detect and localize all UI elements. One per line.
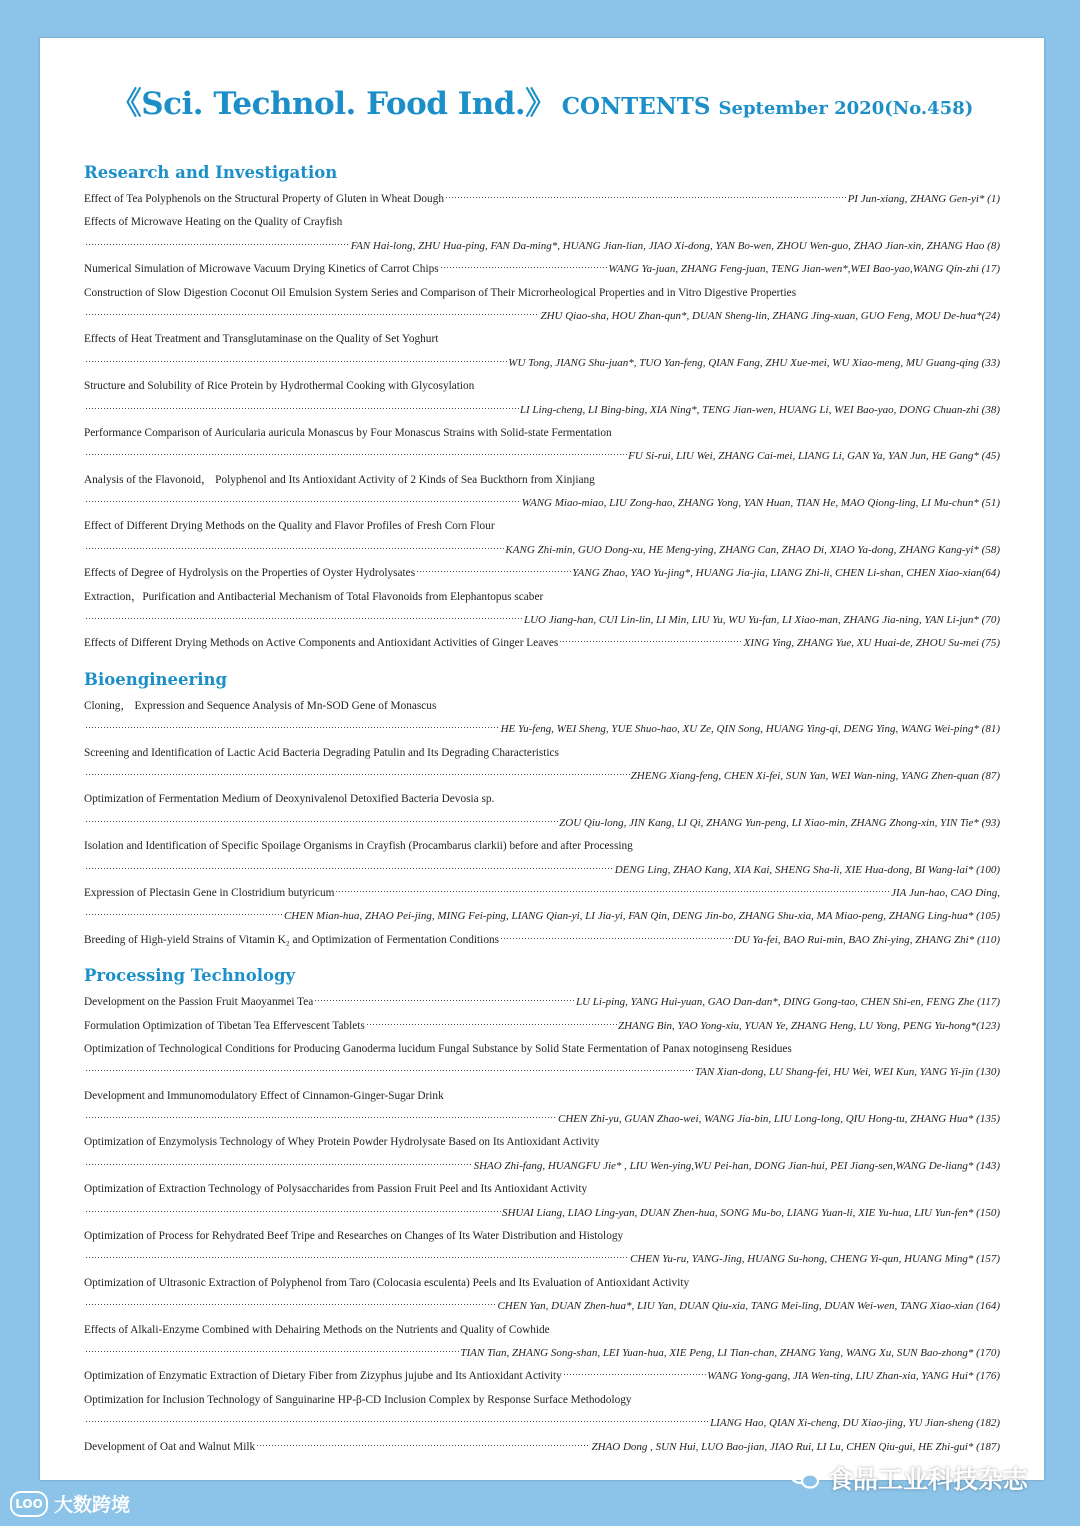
article-title: Extraction，Purification and Antibacterial Mechanism of Total Flavonoids from Elephantopus scaber (84, 590, 544, 603)
toc-entry-line (84, 1248, 1000, 1271)
article-title: Optimization of Technological Conditions for Producing Ganoderma lucidum Fungal Substance by Solid State Fermentation of Panax notoginseng Residues (84, 1042, 792, 1055)
toc-entry-line (84, 1319, 1000, 1342)
toc-entry-line (84, 1436, 1000, 1459)
authors-page: TIAN Tian, ZHANG Song-shan, LEI Yuan-hua, XIE Peng, LI Tian-chan, ZHANG Yang, WANG Xu, SUN Bao-zhong* (170) (460, 1346, 1000, 1359)
authors-page: PI Jun-xiang, ZHANG Gen-yi* (1) (847, 193, 1000, 205)
dot-leader (85, 1295, 496, 1306)
authors-page: WANG Yong-gang, JIA Wen-ting, LIU Zhan-xia, YANG Hui* (176) (707, 1370, 1000, 1383)
toc-entry-line (84, 695, 1000, 718)
toc-entry-line (84, 1412, 1000, 1435)
article-title: Optimization of Ultrasonic Extraction of Polyphenol from Taro (Colocasia esculenta) Peels and Its Evaluation of Antioxidant Activity (84, 1276, 690, 1289)
toc-entry-line (84, 492, 1000, 515)
dot-leader (563, 1365, 706, 1376)
authors-page: DENG Ling, ZHAO Kang, XIA Kai, SHENG Sha-li, XIE Hua-dong, BI Wang-lai* (100) (614, 863, 1000, 876)
table-of-contents (84, 156, 1000, 1459)
dot-leader (445, 188, 847, 199)
article-title: Construction of Slow Digestion Coconut Oil Emulsion System Series and Comparison of Their Microrheological Properties and in Vitro Digestive Properties (84, 286, 797, 299)
toc-entry-line (84, 445, 1000, 468)
article-title: Effects of Different Drying Methods on Active Components and Antioxidant Activities of Ginger Leaves (84, 637, 559, 650)
toc-entry-line (84, 859, 1000, 882)
toc-entry-line (84, 1085, 1000, 1108)
authors-page: WU Tong, JIANG Shu-juan*, TUO Yan-feng, QIAN Fang, ZHU Xue-mei, WU Xiao-meng, MU Guang-qing (33) (508, 356, 1000, 369)
authors-page: ZHU Qiao-sha, HOU Zhan-qun*, DUAN Sheng-lin, ZHANG Jing-xuan, GUO Feng, MOU De-hua*(24) (540, 309, 1000, 322)
toc-entry-line (84, 1061, 1000, 1084)
authors-page: CHEN Yu-ru, YANG-Jing, HUANG Su-hong, CHENG Yi-qun, HUANG Ming* (157) (630, 1253, 1000, 1266)
dot-leader (85, 812, 558, 823)
article-title: Effects of Alkali-Enzyme Combined with Dehairing Methods on the Nutrients and Quality of Cowhide (84, 1323, 550, 1336)
dot-leader (85, 492, 521, 503)
authors-page: TAN Xian-dong, LU Shang-fei, HU Wei, WEI Kun, YANG Yi-jin (130) (694, 1066, 1000, 1079)
toc-entry-line (84, 188, 1000, 211)
authors-page: CHEN Yan, DUAN Zhen-hua*, LIU Yan, DUAN Qiu-xia, TANG Mei-ling, DUAN Wei-wen, TANG Xiao-xian (164) (497, 1300, 1000, 1313)
dot-leader (366, 1015, 617, 1026)
dot-leader (85, 539, 504, 550)
issue-date: September 2020(No.458) (718, 98, 974, 119)
dot-leader (314, 991, 575, 1002)
toc-entry-line (84, 328, 1000, 351)
dot-leader (85, 305, 539, 316)
authors-page: LU Li-ping, YANG Hui-yuan, GAO Dan-dan*, DING Gong-tao, CHEN Shi-en, FENG Zhe (117) (575, 996, 1000, 1009)
toc-entry-line (84, 1295, 1000, 1318)
dot-leader (85, 445, 627, 456)
section-title: Bioengineering (84, 669, 228, 689)
contents-heading: CONTENTS (561, 93, 711, 120)
watermark-right-text: 食品工业科技杂志 (828, 1465, 1029, 1494)
watermark-left (10, 1490, 130, 1517)
dot-leader (85, 718, 500, 729)
toc-entry-line (84, 352, 1000, 375)
dot-leader (85, 1061, 694, 1072)
article-title: Isolation and Identification of Specific Spoilage Organisms in Crayfish (Procambarus clarkii) before and after Processing (84, 840, 633, 853)
toc-entry-line (84, 562, 1000, 585)
toc-entry-line (84, 469, 1000, 492)
dot-leader (85, 765, 630, 776)
authors-page: LI Ling-cheng, LI Bing-bing, XIA Ning*, TENG Jian-wen, HUANG Li, WEI Bao-yao, DONG Chuan-zhi (38) (519, 403, 1000, 416)
dot-leader (559, 632, 742, 643)
toc-entry-line (84, 788, 1000, 811)
article-title: Development of Oat and Walnut Milk (84, 1440, 256, 1453)
toc-entry-line (84, 742, 1000, 765)
article-title: Optimization of Extraction Technology of Polysaccharides from Passion Fruit Peel and Its Antioxidant Activity (84, 1183, 588, 1196)
watermark-left-text: 大数跨境 (54, 1494, 131, 1516)
toc-entry-line (84, 586, 1000, 609)
dot-leader (85, 399, 519, 410)
toc-entry-line (84, 1202, 1000, 1225)
toc-entry-line (84, 1038, 1000, 1061)
dot-leader (85, 609, 523, 620)
toc-entry-line (84, 632, 1000, 655)
authors-page: WANG Miao-miao, LIU Zong-hao, ZHANG Yong, YAN Huan, TIAN He, MAO Qiong-ling, LI Mu-chun* (51) (521, 497, 1000, 510)
dot-leader (85, 1202, 501, 1213)
page-header (40, 78, 1044, 128)
contents-page (40, 38, 1044, 1480)
watermark-logo-icon: LOO (10, 1491, 48, 1517)
article-title: Effects of Heat Treatment and Transglutaminase on the Quality of Set Yoghurt (84, 333, 439, 346)
toc-entry-line (84, 515, 1000, 538)
toc-entry-line (84, 305, 1000, 328)
toc-entry-line (84, 991, 1000, 1014)
dot-leader (85, 1248, 629, 1259)
toc-entry-line (84, 1389, 1000, 1412)
toc-entry-line (84, 375, 1000, 398)
toc-entry-line (84, 1342, 1000, 1365)
toc-entry-line (84, 235, 1000, 258)
dot-leader (256, 1436, 590, 1447)
article-title: Breeding of High-yield Strains of Vitamin K₂ and Optimization of Fermentation Conditions (84, 933, 500, 946)
article-title: Development and Immunomodulatory Effect of Cinnamon-Ginger-Sugar Drink (84, 1089, 444, 1102)
article-title: Optimization of Enzymolysis Technology of Whey Protein Powder Hydrolysate Based on Its Antioxidant Activity (84, 1136, 600, 1149)
toc-entry-line (84, 882, 1000, 905)
section-title: Research and Investigation (84, 163, 338, 182)
authors-page: ZHANG Bin, YAO Yong-xiu, YUAN Ye, ZHANG Heng, LU Yong, PENG Yu-hong*(123) (617, 1019, 1000, 1032)
article-title: Effect of Different Drying Methods on the Quality and Flavor Profiles of Fresh Corn Flour (84, 520, 495, 533)
authors-page: CHEN Mian-hua, ZHAO Pei-jing, MING Fei-ping, LIANG Qian-yi, LI Jia-yi, FAN Qin, DENG Jin-bo, ZHANG Shu-xia, MA Miao-peng, ZHANG Ling-hua* (105) (283, 910, 1000, 923)
article-title: Performance Comparison of Auricularia auricula Monascus by Four Monascus Strains with Solid-state Fermentation (84, 426, 612, 439)
article-title: Cloning， Expression and Sequence Analysis of Mn-SOD Gene of Monascus (84, 699, 437, 712)
toc-entry-line (84, 1225, 1000, 1248)
toc-entry-line (84, 1178, 1000, 1201)
article-title: Optimization of Fermentation Medium of Deoxynivalenol Detoxified Bacteria Devosia sp. (84, 793, 495, 806)
toc-entry-line (84, 1131, 1000, 1154)
dot-leader (85, 859, 614, 870)
toc-entry-line (84, 1272, 1000, 1295)
article-title: Effects of Microwave Heating on the Quality of Crayfish (84, 216, 343, 229)
article-title: Development on the Passion Fruit Maoyanmei Tea (84, 996, 314, 1009)
article-title: Formulation Optimization of Tibetan Tea Effervescent Tablets (84, 1019, 365, 1032)
dot-leader (416, 562, 571, 573)
article-title: Effects of Degree of Hydrolysis on the Properties of Oyster Hydrolysates (84, 567, 416, 580)
article-title: Structure and Solubility of Rice Protein by Hydrothermal Cooking with Glycosylation (84, 380, 475, 393)
toc-entry-line (84, 282, 1000, 305)
toc-entry-line (84, 929, 1000, 952)
authors-page: JIA Jun-hao, CAO Ding, (891, 886, 1000, 899)
authors-page: KANG Zhi-min, GUO Dong-xu, HE Meng-ying, ZHANG Can, ZHAO Di, XIAO Ya-dong, ZHANG Kang-yi* (58) (505, 543, 1000, 556)
authors-page: SHUAI Liang, LIAO Ling-yan, DUAN Zhen-hua, SONG Mu-bo, LIANG Yuan-li, XIE Yu-hua, LIU Yun-fen* (150) (501, 1206, 1000, 1219)
dot-leader (85, 235, 350, 246)
authors-page: WANG Ya-juan, ZHANG Feng-juan, TENG Jian-wen*,WEI Bao-yao,WANG Qin-zhi (17) (608, 263, 1000, 276)
article-title: Effect of Tea Polyphenols on the Structural Property of Gluten in Wheat Dough (84, 193, 445, 205)
authors-page: XING Ying, ZHANG Yue, XU Huai-de, ZHOU Su-mei (75) (743, 637, 1000, 650)
dot-leader (85, 1412, 709, 1423)
authors-page: ZOU Qiu-long, JIN Kang, LI Qi, ZHANG Yun-peng, LI Xiao-min, ZHANG Zhong-xin, YIN Tie* (93) (559, 816, 1000, 829)
dot-leader (85, 1155, 473, 1166)
toc-entry-line (84, 905, 1000, 928)
toc-entry-line (84, 258, 1000, 281)
toc-entry-line (84, 211, 1000, 234)
authors-page: LUO Jiang-han, CUI Lin-lin, LI Min, LIU Yu, WU Yu-fan, LI Xiao-man, ZHANG Jia-ning, YAN Li-jun* (70) (523, 614, 1000, 627)
toc-entry-line (84, 718, 1000, 741)
toc-entry-line (84, 1365, 1000, 1388)
authors-page: LIANG Hao, QIAN Xi-cheng, DU Xiao-jing, YU Jian-sheng (182) (710, 1417, 1000, 1430)
toc-entry-line (84, 812, 1000, 835)
dot-leader (85, 905, 283, 916)
authors-page: SHAO Zhi-fang, HUANGFU Jie* , LIU Wen-ying,WU Pei-han, DONG Jian-hui, PEI Jiang-sen,WANG De-liang* (143) (473, 1159, 1000, 1172)
dot-leader (500, 929, 733, 940)
authors-page: ZHENG Xiang-feng, CHEN Xi-fei, SUN Yan, WEI Wan-ning, YANG Zhen-quan (87) (630, 769, 1000, 782)
authors-page: CHEN Zhi-yu, GUAN Zhao-wei, WANG Jia-bin, LIU Long-long, QIU Hong-tu, ZHANG Hua* (135) (558, 1113, 1000, 1126)
journal-title: 《Sci. Technol. Food Ind.》 (110, 86, 556, 122)
authors-page: FU Si-rui, LIU Wei, ZHANG Cai-mei, LIANG Li, GAN Ya, YAN Jun, HE Gang* (45) (628, 450, 1000, 463)
authors-page: YANG Zhao, YAO Yu-jing*, HUANG Jia-jia, LIANG Zhi-li, CHEN Li-shan, CHEN Xiao-xian(64) (572, 567, 1000, 580)
article-title: Screening and Identification of Lactic Acid Bacteria Degrading Patulin and Its Degrading Characteristics (84, 746, 559, 759)
toc-entry-line (84, 609, 1000, 632)
article-title: Analysis of the Flavonoid， Polyphenol and Its Antioxidant Activity of 2 Kinds of Sea Buckthorn from Xinjiang (84, 473, 595, 486)
section-title: Processing Technology (84, 966, 296, 986)
toc-entry-line (84, 399, 1000, 422)
article-title: Optimization of Enzymatic Extraction of Dietary Fiber from Zizyphus jujube and Its Antioxidant Activity (84, 1370, 562, 1383)
article-title: Numerical Simulation of Microwave Vacuum Drying Kinetics of Carrot Chips (84, 263, 439, 276)
toc-entry-line (84, 1015, 1000, 1038)
authors-page: DU Ya-fei, BAO Rui-min, BAO Zhi-ying, ZHANG Zhi* (110) (733, 933, 1000, 946)
dot-leader (85, 1108, 557, 1119)
authors-page: ZHAO Dong , SUN Hui, LUO Bao-jian, JIAO Rui, LI Lu, CHEN Qiu-gui, HE Zhi-gui* (187) (591, 1440, 1000, 1453)
authors-page: HE Yu-feng, WEI Sheng, YUE Shuo-hao, XU Ze, QIN Song, HUANG Ying-qi, DENG Ying, WANG Wei-ping* (81) (500, 723, 1000, 736)
wechat-icon (790, 1465, 820, 1491)
toc-entry-line (84, 835, 1000, 858)
dot-leader (85, 1342, 459, 1353)
dot-leader (85, 352, 507, 363)
article-title: Expression of Plectasin Gene in Clostridium butyricum (84, 886, 335, 899)
dot-leader (440, 258, 608, 269)
toc-entry-line (84, 539, 1000, 562)
authors-page: FAN Hai-long, ZHU Hua-ping, FAN Da-ming*, HUANG Jian-lian, JIAO Xi-dong, YAN Bo-wen, ZHOU Wen-guo, ZHAO Jian-xin, ZHANG Hao (8) (350, 239, 1000, 252)
dot-leader (335, 882, 890, 893)
watermark-right (790, 1460, 1028, 1496)
toc-entry-line (84, 1155, 1000, 1178)
toc-entry-line (84, 765, 1000, 788)
article-title: Optimization for Inclusion Technology of Sanguinarine HP-β-CD Inclusion Complex by Response Surface Methodology (84, 1393, 632, 1406)
toc-entry-line (84, 1108, 1000, 1131)
toc-entry-line (84, 422, 1000, 445)
article-title: Optimization of Process for Rehydrated Beef Tripe and Researches on Changes of Its Water Distribution and Histology (84, 1230, 624, 1243)
